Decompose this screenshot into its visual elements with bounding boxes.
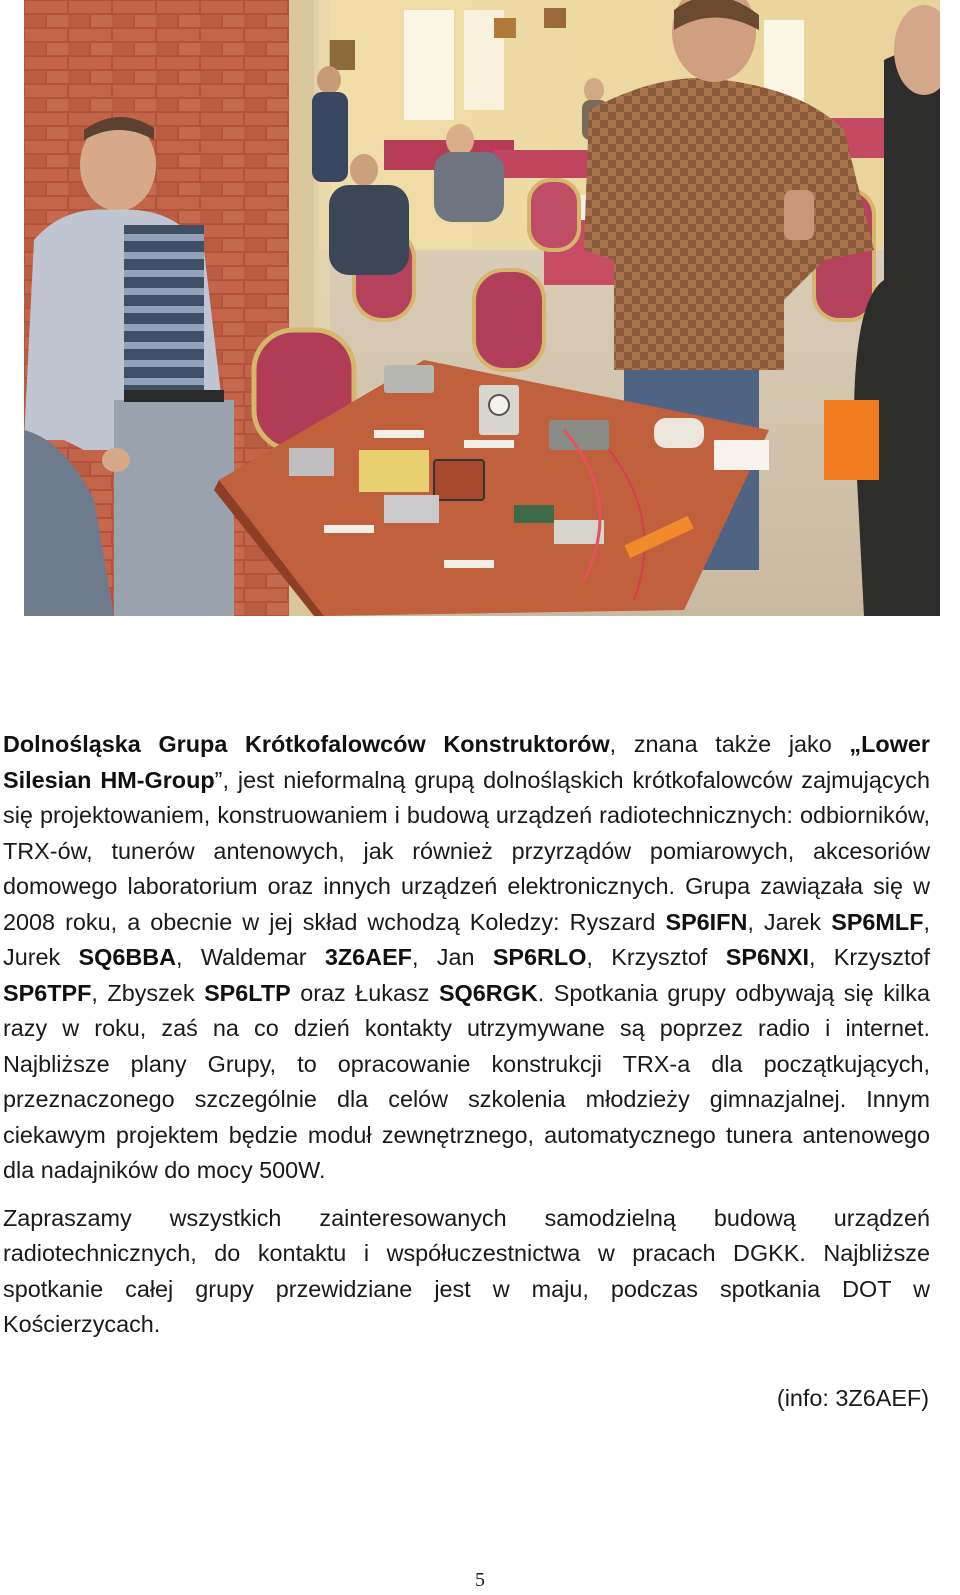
text-run: , Jurek bbox=[3, 908, 930, 970]
callsign: SP6RLO bbox=[492, 944, 587, 970]
text-run: , Waldemar bbox=[176, 944, 325, 970]
callsign: SP6IFN bbox=[665, 908, 748, 935]
info-credit: (info: 3Z6AEF) bbox=[776, 1385, 929, 1411]
group-photo bbox=[24, 0, 940, 616]
text-run: . Spotkania grupy odbywają się kilka razy w roku, zaś na co dzień kontakty utrzymywane są poprzez radio i internet. Najbliższe plany Grupy, to opracowanie konstrukcji TRX-a dla początkujących, przeznaczonego szczególnie dla celów szkolenia młodzieży gimnazjalnej. Innym ciekawym projektem będzie moduł zewnętrznego, automatycznego tunera antenowego dla nadajników do mocy 500W. bbox=[3, 979, 930, 1183]
text-run: , Jan bbox=[411, 944, 493, 970]
text-run: , Jarek bbox=[747, 908, 832, 935]
text-run: , Krzysztof bbox=[808, 944, 930, 970]
group-name: Dolnośląska Grupa Krótkofalowców Konstruktorów bbox=[3, 731, 610, 757]
callsign: SP6LTP bbox=[204, 979, 291, 1006]
text-run: , znana także jako bbox=[609, 731, 850, 757]
callsign: 3Z6AEF bbox=[324, 944, 412, 970]
callsign: SQ6BBA bbox=[78, 944, 177, 970]
article-paragraph-2: Zapraszamy wszystkich zainteresowanych samodzielną budową urządzeń radiotechnicznych, do kontaktu i współuczestnictwa w pracach DGKK. Najbliższe spotkanie całej grupy przewidziane jest w maju, podczas spotkania DOT w Kościerzycach. bbox=[3, 1204, 930, 1337]
text-run: oraz Łukasz bbox=[290, 979, 439, 1006]
text-run: , Krzysztof bbox=[586, 944, 726, 970]
text-run: , Zbyszek bbox=[91, 979, 205, 1006]
callsign: SP6MLF bbox=[831, 908, 924, 935]
page-number: 5 bbox=[475, 1569, 485, 1591]
article-body bbox=[3, 727, 930, 1343]
article-paragraph-1 bbox=[3, 727, 930, 1189]
callsign: SP6TPF bbox=[3, 979, 92, 1006]
callsign: SQ6RGK bbox=[438, 979, 538, 1006]
text-run: ”, jest nieformalną grupą dolnośląskich krótkofalowców zajmujących się projektowaniem, konstruowaniem i budową urządzeń radiotechnicznych: odbiorników, TRX-ów, tunerów antenowych, jak również przyrządów pomiarowych, akcesoriów domowego laboratorium oraz innych urządzeń elektronicznych. Grupa zawiązała się w 2008 roku, a obecnie w jej skład wchodzą Koledzy: Ryszard bbox=[3, 766, 930, 935]
callsign: SP6NXI bbox=[725, 944, 809, 970]
group-alias: „Lower Silesian HM-Group bbox=[3, 731, 930, 793]
